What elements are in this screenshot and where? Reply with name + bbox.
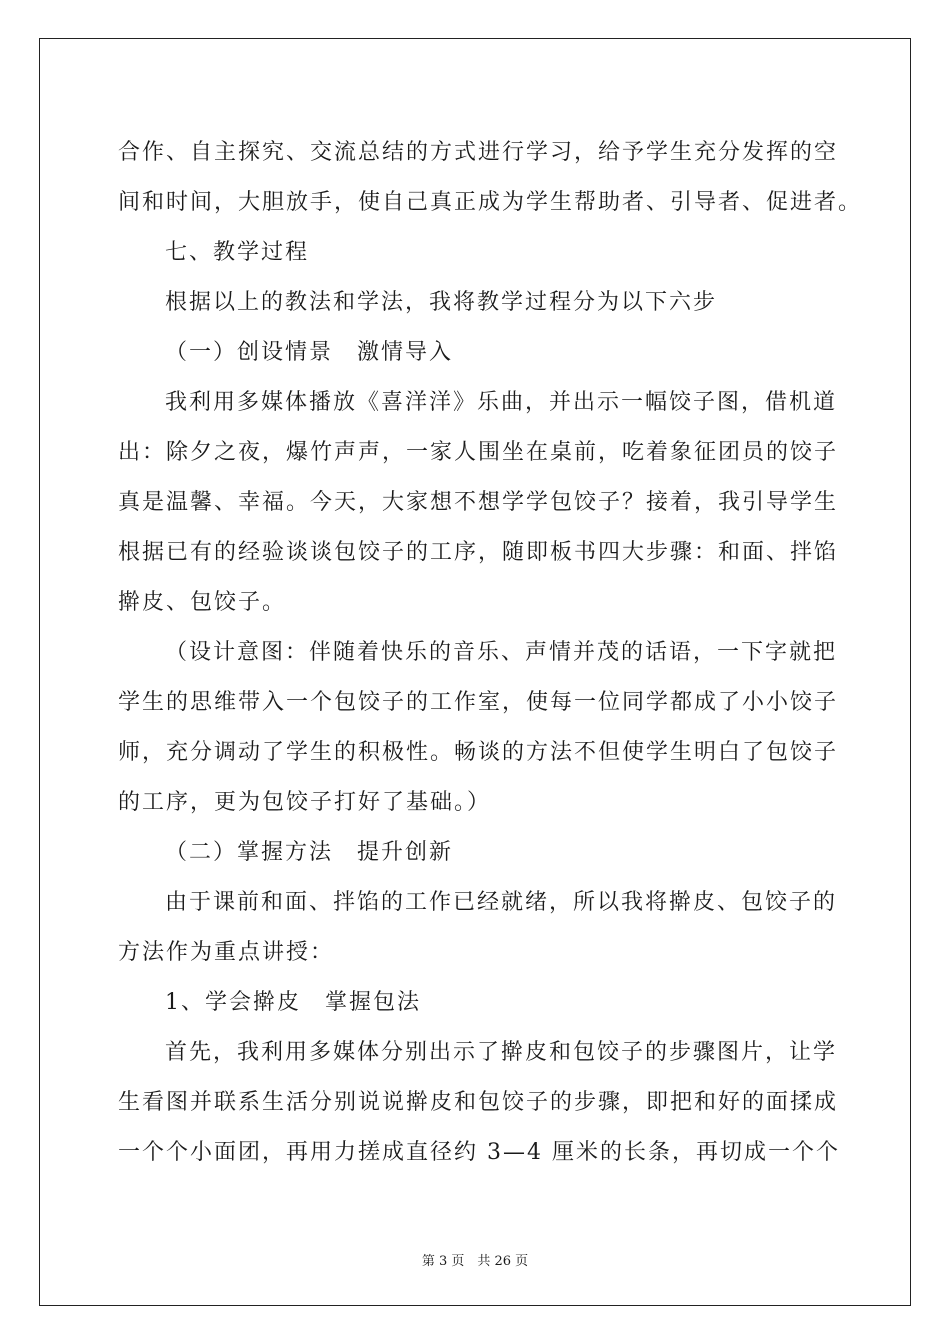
text-line: 方法作为重点讲授：: [118, 940, 335, 965]
section-heading: 七、教学过程: [165, 240, 310, 265]
text-line: 擀皮、包饺子。: [118, 590, 287, 615]
document-body: [118, 128, 863, 1178]
page-footer: 第 3 页 共 26 页: [421, 1254, 529, 1269]
text-line: 由于课前和面、拌馅的工作已经就绪，所以我将擀皮、包饺子的: [165, 890, 838, 915]
text-line: 根据已有的经验谈谈包饺子的工序，随即板书四大步骤：和面、拌馅: [118, 540, 839, 565]
text-line: 生看图并联系生活分别说说擀皮和包饺子的步骤，即把和好的面揉成: [118, 1090, 839, 1115]
text-line: 间和时间，大胆放手，使自己真正成为学生帮助者、引导者、促进者。: [118, 190, 863, 215]
text-line: 师，充分调动了学生的积极性。畅谈的方法不但使学生明白了包饺子: [118, 740, 839, 765]
text-line: 真是温馨、幸福。今天，大家想不想学学包饺子？接着，我引导学生: [118, 490, 839, 515]
text-line: 根据以上的教法和学法，我将教学过程分为以下六步: [165, 290, 718, 315]
text-line: 首先，我利用多媒体分别出示了擀皮和包饺子的步骤图片，让学: [165, 1040, 838, 1065]
subsection-heading: （二）掌握方法 提升创新: [165, 840, 454, 865]
text-line: （设计意图：伴随着快乐的音乐、声情并茂的话语，一下字就把: [165, 640, 838, 665]
text-line: 学生的思维带入一个包饺子的工作室，使每一位同学都成了小小饺子: [118, 690, 839, 715]
text-line: 我利用多媒体播放《喜洋洋》乐曲，并出示一幅饺子图，借机道: [165, 390, 838, 415]
text-line: 出：除夕之夜，爆竹声声，一家人围坐在桌前，吃着象征团员的饺子: [118, 440, 839, 465]
subsection-heading: （一）创设情景 激情导入: [165, 340, 454, 365]
subsection-heading: 1、学会擀皮 掌握包法: [165, 990, 421, 1015]
text-line: 一个个小面团，再用力搓成直径约 3—4 厘米的长条，再切成一个个: [118, 1140, 840, 1165]
text-line: 的工序，更为包饺子打好了基础。）: [118, 790, 492, 815]
text-line: 合作、自主探究、交流总结的方式进行学习，给予学生充分发挥的空: [118, 140, 839, 165]
